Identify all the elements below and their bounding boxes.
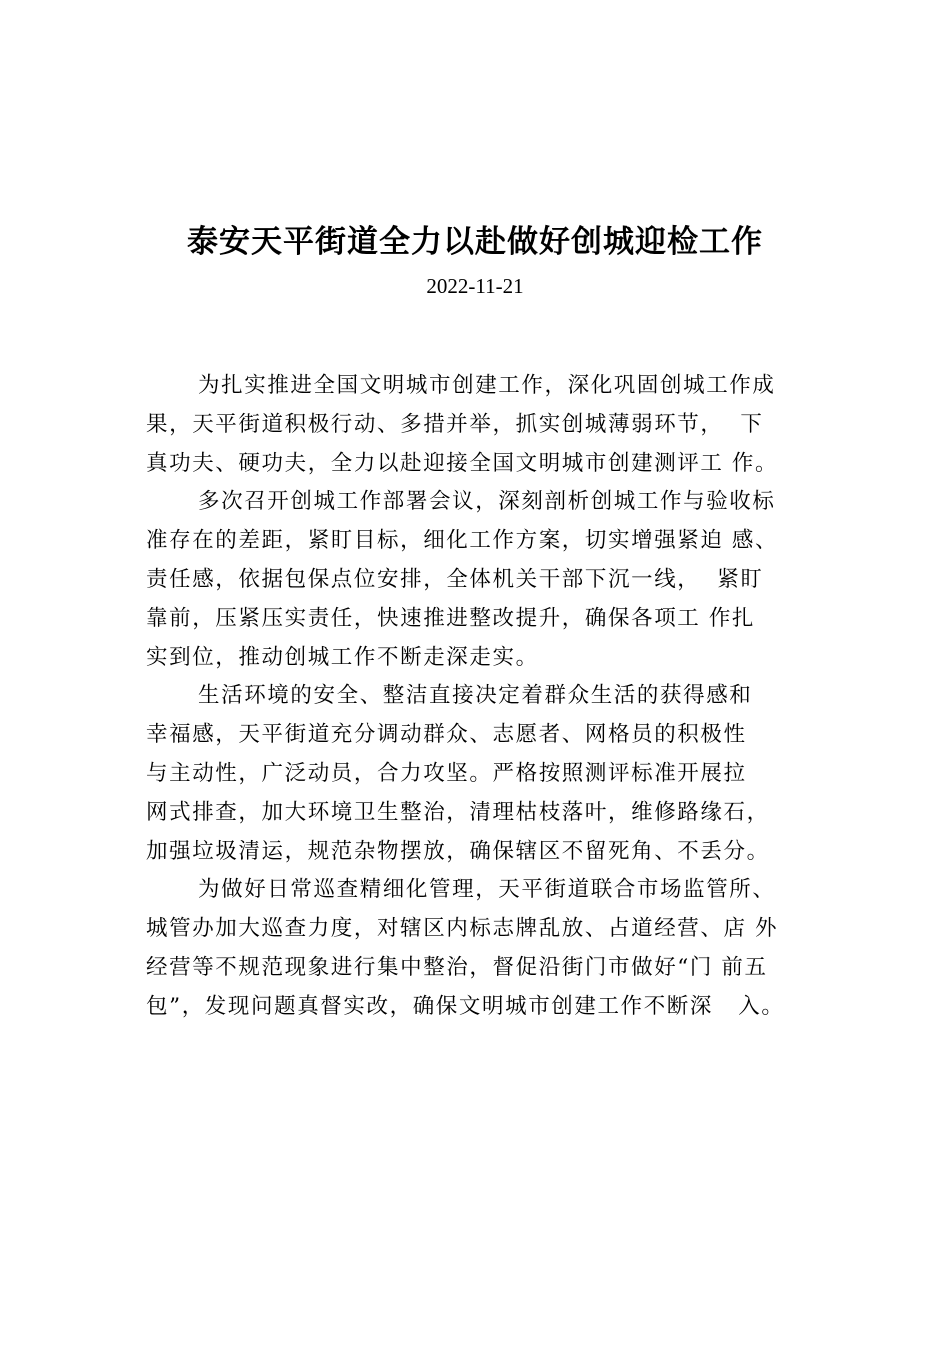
paragraph-4-line-2: 城管办加大巡查力度，对辖区内标志牌乱放、占道经营、店 外 xyxy=(146,916,779,942)
paragraph-2-line-1: 多次召开创城工作部署会议，深刻剖析创城工作与验收标 xyxy=(198,489,776,515)
paragraph-1-line-2: 果，天平街道积极行动、多措并举，抓实创城薄弱环节， 下 xyxy=(146,411,764,437)
article-title: 泰安天平街道全力以赴做好创城迎检工作 xyxy=(187,224,763,260)
paragraph-4-line-3: 经营等不规范现象进行集中整治，督促沿街门市做好“门 前五 xyxy=(146,954,768,980)
article-body xyxy=(146,367,826,1027)
paragraph-3-line-3: 与主动性，广泛动员，合力攻坚。严格按照测评标准开展拉 xyxy=(146,760,747,786)
paragraph-3-line-2: 幸福感，天平街道充分调动群众、志愿者、网格员的积极性 xyxy=(146,722,747,748)
paragraph-2-line-2: 准存在的差距，紧盯目标，细化工作方案，切实增强紧迫 感、 xyxy=(146,528,779,554)
paragraph-2-line-5: 实到位，推动创城工作不断走深走实。 xyxy=(146,644,539,670)
paragraph-1-line-3: 真功夫、硬功夫，全力以赴迎接全国文明城市创建测评工 作。 xyxy=(146,450,779,476)
paragraph-4-line-4: 包”，发现问题真督实改，确保文明城市创建工作不断深 入。 xyxy=(146,993,785,1019)
paragraph-3-line-4: 网式排查，加大环境卫生整治，清理枯枝落叶，维修路缘石， xyxy=(146,799,770,825)
paragraph-2-line-4: 靠前，压紧压实责任，快速推进整改提升，确保各项工 作扎 xyxy=(146,605,756,631)
paragraph-3-line-1: 生活环境的安全、整洁直接决定着群众生活的获得感和 xyxy=(198,683,753,709)
paragraph-2-line-3: 责任感，依据包保点位安排，全体机关干部下沉一线， 紧盯 xyxy=(146,566,764,592)
paragraph-3-line-5: 加强垃圾清运，规范杂物摆放，确保辖区不留死角、不丢分。 xyxy=(146,838,770,864)
paragraph-1-line-1: 为扎实推进全国文明城市创建工作，深化巩固创城工作成 xyxy=(198,373,776,398)
paragraph-4-line-1: 为做好日常巡查精细化管理，天平街道联合市场监管所、 xyxy=(198,877,776,903)
article-date: 2022-11-21 xyxy=(426,274,524,298)
